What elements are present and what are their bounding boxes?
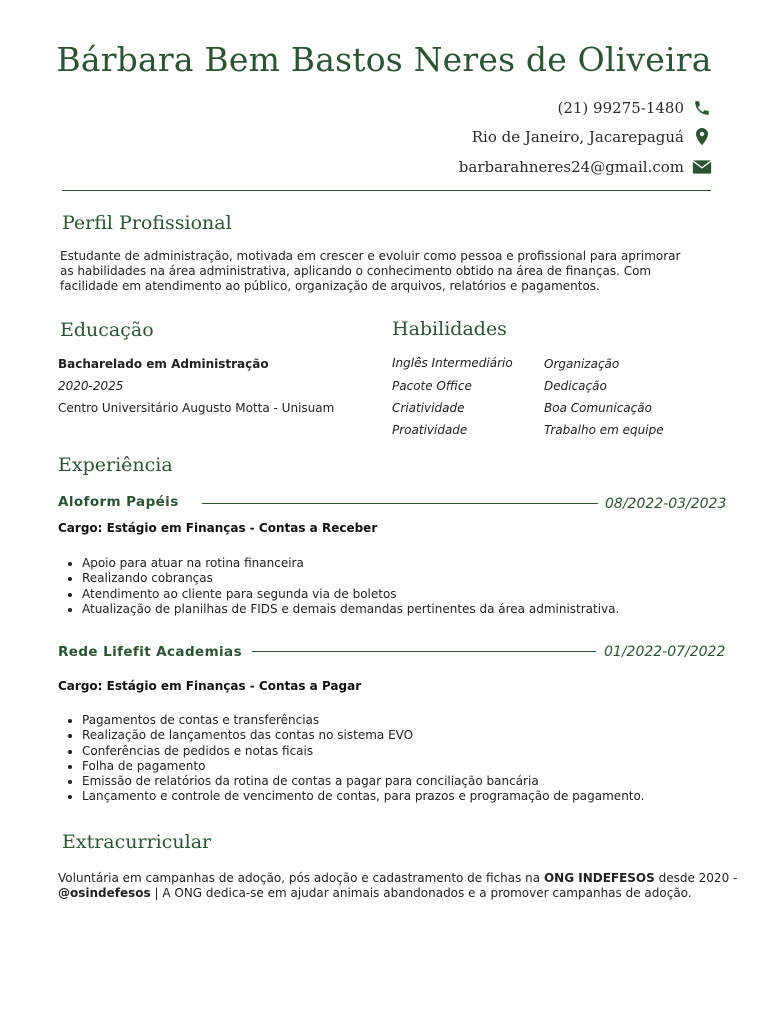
list-item: • Realizando cobranças bbox=[82, 571, 619, 586]
job-dates: 01/2022-07/2022 bbox=[604, 644, 726, 660]
job-duties-list bbox=[58, 556, 619, 617]
candidate-name: Bárbara Bem Bastos Neres de Oliveira bbox=[56, 40, 712, 79]
extracurricular-text-part: desde 2020 - bbox=[654, 871, 738, 885]
skill-item: Boa Comunicação bbox=[544, 401, 652, 415]
ong-name: ONG INDEFESOS bbox=[543, 871, 655, 885]
list-item: • Realização de lançamentos das contas no sistema EVO bbox=[82, 728, 644, 743]
education-institution: Centro Universitário Augusto Motta - Unisuam bbox=[58, 401, 335, 415]
contact-phone bbox=[557, 98, 712, 118]
job-company: Rede Lifefit Academias bbox=[58, 644, 243, 660]
skill-item: Proatividade bbox=[392, 423, 468, 437]
job-dates: 08/2022-03/2023 bbox=[605, 496, 727, 512]
location-pin-icon bbox=[692, 127, 712, 147]
profile-line: Estudante de administração, motivada em crescer e evoluir como pessoa e profissional para aprimorar bbox=[60, 249, 681, 263]
header-divider bbox=[62, 190, 711, 191]
list-item: • Emissão de relatórios da rotina de contas a pagar para conciliação bancária bbox=[82, 774, 644, 789]
list-item: • Lançamento e controle de vencimento de contas, para prazos e programação de pagamento. bbox=[82, 789, 644, 804]
job-divider bbox=[252, 651, 596, 652]
profile-line: facilidade em atendimento ao público, organização de arquivos, relatórios e pagamentos. bbox=[60, 279, 600, 293]
location-text: Rio de Janeiro, Jacarepaguá bbox=[471, 128, 684, 146]
list-item: • Apoio para atuar na rotina financeira bbox=[82, 556, 619, 571]
skills-section-title: Habilidades bbox=[392, 318, 507, 340]
envelope-icon bbox=[692, 157, 712, 177]
skill-item: Trabalho em equipe bbox=[544, 423, 664, 437]
education-period: 2020-2025 bbox=[58, 379, 124, 393]
list-item: • Conferências de pedidos e notas ficais bbox=[82, 744, 644, 759]
phone-icon bbox=[692, 98, 712, 118]
job-company: Aloform Papéis bbox=[58, 494, 179, 510]
skill-item: Dedicação bbox=[544, 379, 607, 393]
ong-handle[interactable]: @osindefesos bbox=[58, 886, 151, 900]
job-duties-list bbox=[58, 713, 644, 805]
extracurricular-text-part: Voluntária em campanhas de adoção, pós adoção e cadastramento de fichas na bbox=[58, 871, 544, 885]
extracurricular-text bbox=[58, 871, 738, 901]
profile-line: as habilidades na área administrativa, aplicando o conhecimento obtido na área de finanças. Com bbox=[60, 264, 652, 278]
education-degree: Bacharelado em Administração bbox=[58, 357, 269, 371]
extracurricular-text-part: | A ONG dedica-se em ajudar animais abandonados e a promover campanhas de adoção. bbox=[150, 886, 692, 900]
list-item: • Atualização de planilhas de FIDS e demais demandas pertinentes da área administrativa. bbox=[82, 602, 619, 617]
job-role: Cargo: Estágio em Finanças - Contas a Receber bbox=[58, 521, 378, 535]
skill-item: Pacote Office bbox=[392, 379, 472, 393]
list-item: • Atendimento ao cliente para segunda via de boletos bbox=[82, 587, 619, 602]
skill-item: Organização bbox=[544, 357, 620, 371]
list-item: • Folha de pagamento bbox=[82, 759, 644, 774]
profile-section-title: Perfil Profissional bbox=[62, 212, 232, 234]
education-section-title: Educação bbox=[60, 319, 154, 341]
profile-text bbox=[60, 249, 720, 294]
extracurricular-line bbox=[58, 886, 738, 901]
job-role: Cargo: Estágio em Finanças - Contas a Pagar bbox=[58, 679, 362, 693]
extracurricular-line bbox=[58, 871, 738, 886]
skill-item: Criatividade bbox=[392, 401, 465, 415]
skill-item: Inglês Intermediário bbox=[392, 356, 513, 370]
contact-email bbox=[459, 157, 712, 177]
extracurricular-section-title: Extracurricular bbox=[62, 831, 212, 853]
email-text[interactable]: barbarahneres24@gmail.com bbox=[458, 158, 684, 176]
contact-location bbox=[472, 127, 712, 147]
phone-text: (21) 99275-1480 bbox=[557, 99, 684, 117]
experience-section-title: Experiência bbox=[58, 454, 173, 476]
job-divider bbox=[202, 503, 598, 504]
list-item: • Pagamentos de contas e transferências bbox=[82, 713, 644, 728]
